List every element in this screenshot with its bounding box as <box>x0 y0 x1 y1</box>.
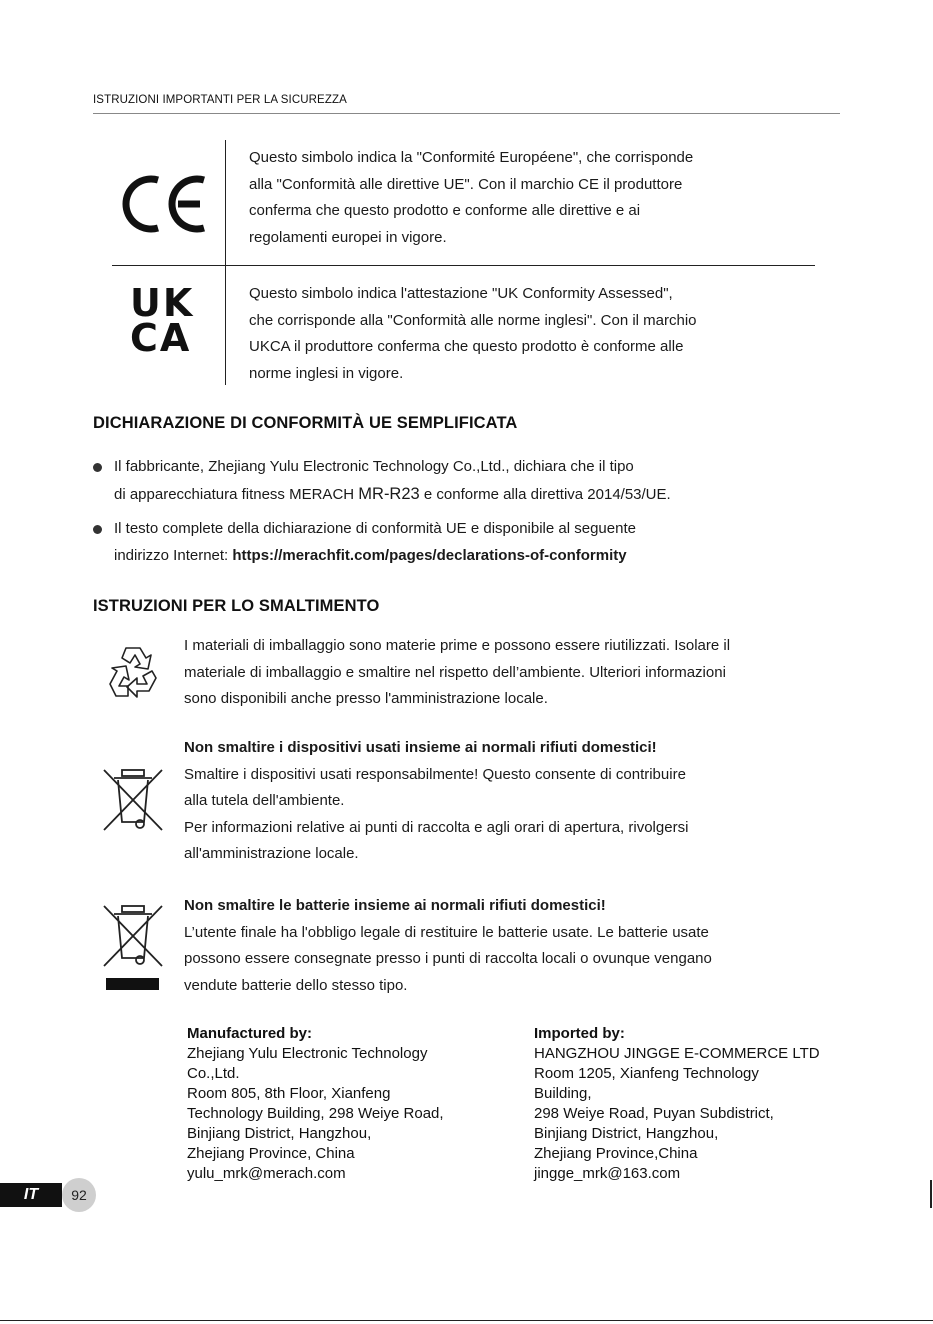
manufacturer-line: Room 805, 8th Floor, Xianfeng <box>187 1085 391 1102</box>
ukca-mark-top: UK <box>130 281 195 325</box>
manufacturer-line: Zhejiang Yulu Electronic Technology <box>187 1045 428 1062</box>
recycle-icon <box>104 642 162 700</box>
header-divider <box>93 113 840 114</box>
bullet-1-suffix: e conforme alla direttiva 2014/53/UE. <box>419 485 671 503</box>
batteries-warning-title: Non smaltire le batterie insieme ai normali rifiuti domestici! <box>184 897 606 914</box>
bullet-1-prefix: di apparecchiatura fitness MERACH <box>114 485 359 503</box>
manufacturer-block <box>187 1024 507 1184</box>
ukca-mark-bottom: CA <box>130 316 192 360</box>
ce-line: Questo simbolo indica la "Conformité Européene", che corrisponde <box>249 149 694 166</box>
edge-mark <box>930 1180 932 1208</box>
importer-line: Room 1205, Xianfeng Technology <box>534 1065 759 1082</box>
ce-mark-icon <box>118 172 210 236</box>
page-header: ISTRUZIONI IMPORTANTI PER LA SICUREZZA <box>93 94 347 106</box>
bullet-2-line-2 <box>114 543 813 570</box>
ce-line: regolamenti europei in vigore. <box>249 228 447 246</box>
ukca-description <box>249 281 809 387</box>
bullet-icon <box>93 525 102 534</box>
devices-line: Smaltire i dispositivi usati responsabilmente! Questo consente di contribuire <box>184 765 686 783</box>
importer-title: Imported by: <box>534 1025 625 1042</box>
manufacturer-line: Technology Building, 298 Weiye Road, <box>187 1105 444 1122</box>
language-tab: IT <box>0 1183 62 1207</box>
importer-line: Building, <box>534 1085 592 1102</box>
declaration-title: DICHIARAZIONE DI CONFORMITÀ UE SEMPLIFICATA <box>93 414 518 432</box>
ce-description <box>249 145 809 251</box>
ce-line: alla "Conformità alle direttive UE". Con il marchio CE il produttore <box>249 175 683 193</box>
devices-line: all'amministrazione locale. <box>184 845 359 862</box>
disposal-title: ISTRUZIONI PER LO SMALTIMENTO <box>93 597 380 615</box>
packaging-text <box>184 633 839 713</box>
devices-warning-title: Non smaltire i dispositivi usati insieme ai normali rifiuti domestici! <box>184 739 657 756</box>
ukca-line: che corrisponde alla "Conformità alle norme inglesi". Con il marchio <box>249 311 697 329</box>
bullet-2-prefix: indirizzo Internet: <box>114 546 233 564</box>
batteries-line: vendute batterie dello stesso tipo. <box>184 976 408 994</box>
packaging-line: I materiali di imballaggio sono materie prime e possono essere riutilizzati. Isolare il <box>184 637 731 654</box>
crossed-bin-bar-icon <box>100 902 166 992</box>
declaration-bullet-2 <box>93 516 813 569</box>
batteries-text <box>184 893 839 999</box>
importer-line: Zhejiang Province,China <box>534 1145 698 1162</box>
batteries-line: possono essere consegnate presso i punti di raccolta locali o ovunque vengano <box>184 950 712 967</box>
ukca-line: norme inglesi in vigore. <box>249 364 404 382</box>
ukca-mark <box>130 281 206 360</box>
page-number-badge: 92 <box>62 1178 96 1212</box>
ukca-line: Questo simbolo indica l'attestazione "UK Conformity Assessed", <box>249 285 673 302</box>
manufacturer-email: yulu_mrk@merach.com <box>187 1165 346 1182</box>
ce-line: conferma che questo prodotto e conforme alle direttive e ai <box>249 202 641 219</box>
packaging-line: materiale di imballaggio e smaltire nel rispetto dell’ambiente. Ulteriori informazioni <box>184 663 726 681</box>
packaging-line: sono disponibili anche presso l'amministrazione locale. <box>184 690 548 707</box>
crossed-bin-icon <box>100 766 166 834</box>
model-number: MR-R23 <box>358 484 420 503</box>
marks-vertical-divider <box>225 140 226 385</box>
importer-block <box>534 1024 854 1184</box>
bullet-1-line-2 <box>114 481 813 509</box>
conformity-url-link[interactable]: https://merachfit.com/pages/declarations-of-conformity <box>232 546 627 564</box>
batteries-line: L’utente finale ha l'obbligo legale di restituire le batterie usate. Le batterie usate <box>184 923 709 941</box>
importer-line: HANGZHOU JINGGE E-COMMERCE LTD <box>534 1045 820 1062</box>
importer-line: 298 Weiye Road, Puyan Subdistrict, <box>534 1105 774 1122</box>
declaration-bullet-1 <box>93 454 813 508</box>
bottom-rule <box>0 1320 933 1321</box>
marks-horizontal-divider <box>112 265 815 266</box>
manufacturer-line: Binjiang District, Hangzhou, <box>187 1125 372 1142</box>
devices-line: Per informazioni relative ai punti di raccolta e agli orari di apertura, rivolgersi <box>184 818 689 836</box>
bullet-2-line-1: Il testo complete della dichiarazione di conformità UE e disponibile al seguente <box>114 520 636 537</box>
bullet-1-line-1: Il fabbricante, Zhejiang Yulu Electronic Technology Co.,Ltd., dichiara che il tipo <box>114 458 634 475</box>
importer-email: jingge_mrk@163.com <box>534 1165 681 1182</box>
devices-text <box>184 735 839 868</box>
manufacturer-line: Co.,Ltd. <box>187 1065 240 1082</box>
manufacturer-title: Manufactured by: <box>187 1025 313 1042</box>
bullet-icon <box>93 463 102 472</box>
ukca-line: UKCA il produttore conferma che questo prodotto è conforme alle <box>249 338 684 355</box>
devices-line: alla tutela dell'ambiente. <box>184 792 345 809</box>
manufacturer-line: Zhejiang Province, China <box>187 1145 355 1162</box>
importer-line: Binjiang District, Hangzhou, <box>534 1125 719 1142</box>
